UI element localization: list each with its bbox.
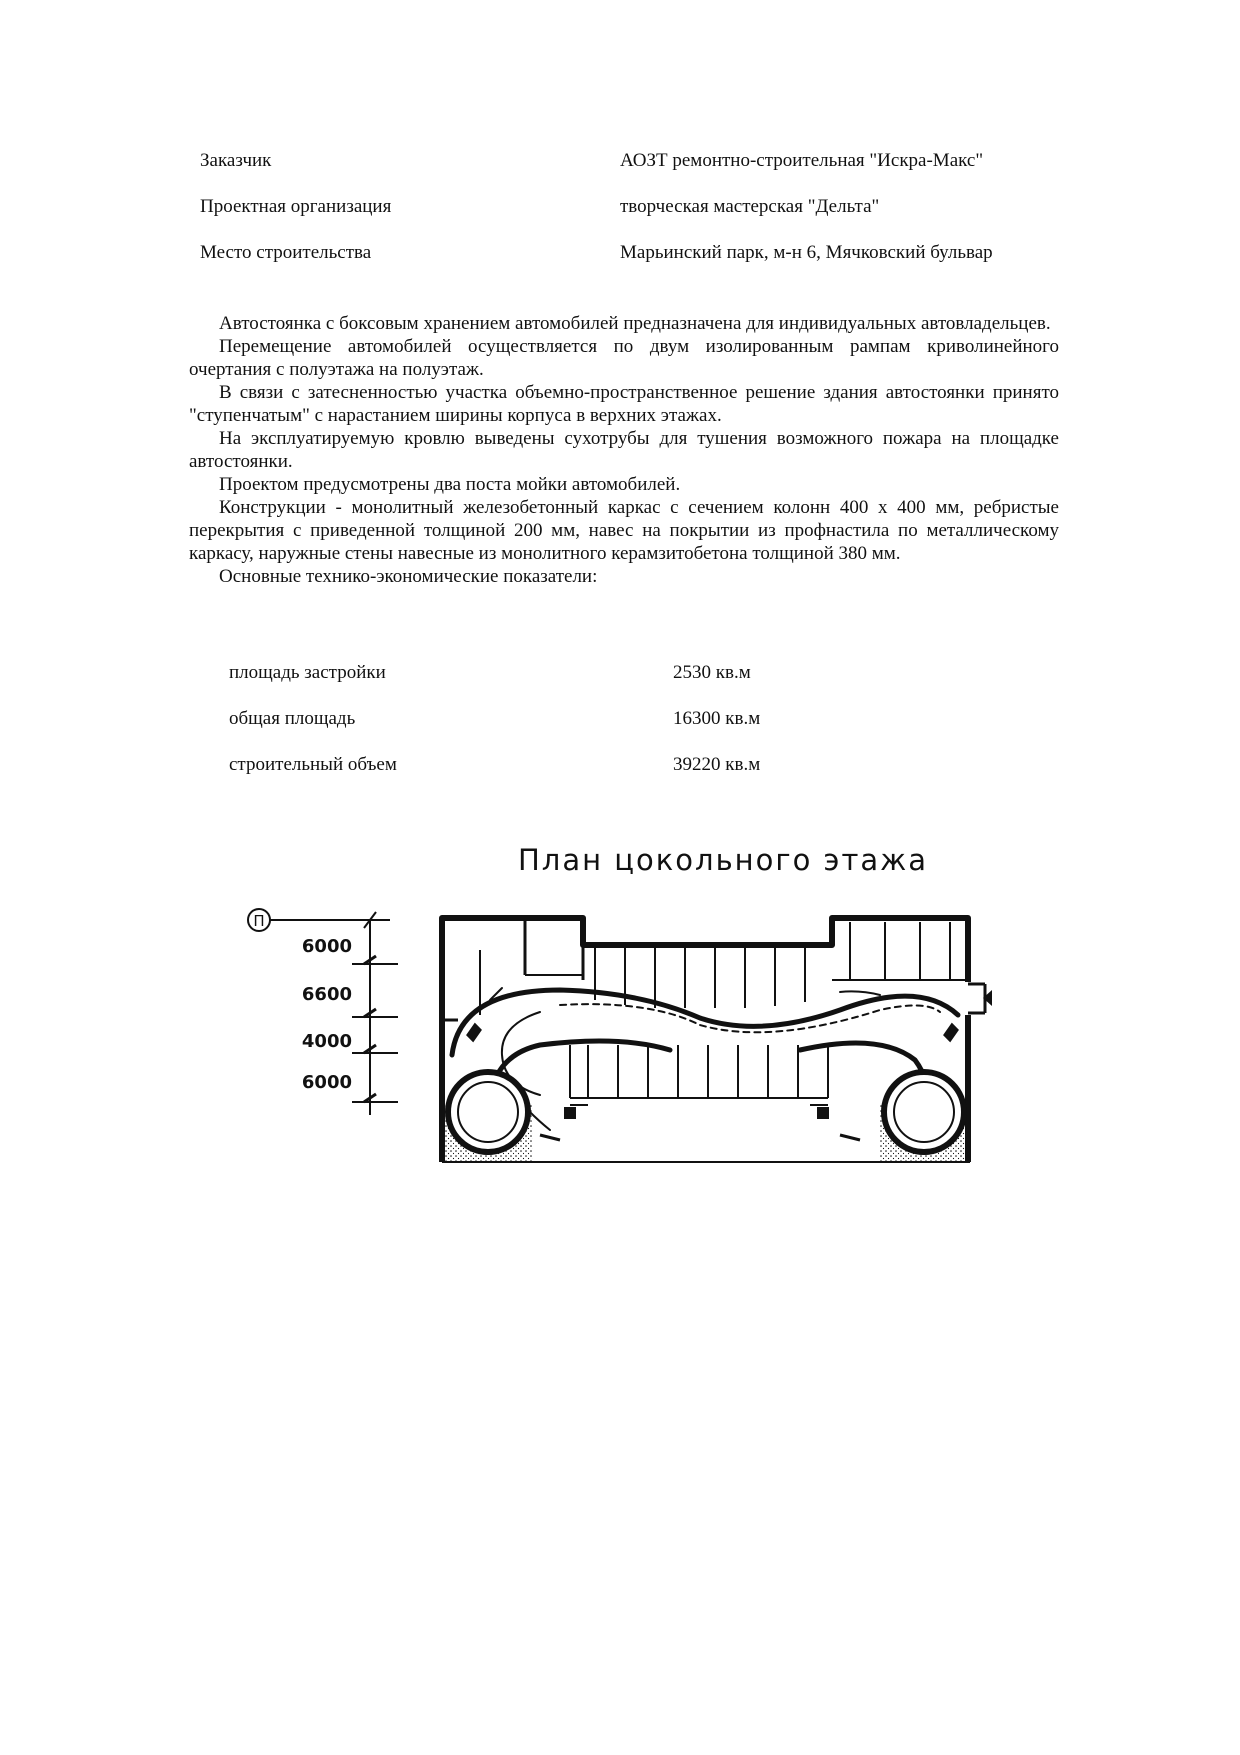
- info-value: Марьинский парк, м-н 6, Мячковский бульвар: [620, 242, 993, 263]
- description: [189, 312, 1059, 588]
- indicator-row: [229, 662, 929, 708]
- indicator-label: строительный объем: [229, 754, 397, 775]
- lower-parking-bays: [565, 1045, 828, 1118]
- indicator-row: [229, 708, 929, 754]
- info-label: Заказчик: [200, 150, 272, 171]
- info-value: АОЗТ ремонтно-строительная "Искра-Макс": [620, 150, 984, 171]
- paragraph: Перемещение автомобилей осуществляется по двум изолированным рампам криволинейного очертания с полуэтажа на полуэтаж.: [189, 336, 1059, 380]
- basement-floor-plan: [240, 840, 1010, 1180]
- info-row-location: [200, 242, 1100, 288]
- paragraph: Проектом предусмотрены два поста мойки автомобилей.: [219, 474, 681, 495]
- paragraph: Основные технико-экономические показатели:: [219, 566, 598, 587]
- indicators-table: [229, 662, 929, 800]
- paragraph: Автостоянка с боксовым хранением автомобилей предназначена для индивидуальных автовладельцев.: [219, 313, 1051, 334]
- paragraph: В связи с затесненностью участка объемно-пространственное решение здания автостоянки принято "ступенчатым" с нарастанием ширины корпуса в верхних этажах.: [189, 382, 1059, 426]
- dimension-label: 6600: [301, 984, 352, 1005]
- info-value: творческая мастерская "Дельта": [620, 196, 880, 217]
- info-row-customer: [200, 150, 1100, 196]
- indicator-label: площадь застройки: [229, 662, 386, 683]
- stair-tower-left: [443, 1072, 533, 1162]
- info-row-designer: [200, 196, 1100, 242]
- stair-tower-right: [880, 1072, 968, 1162]
- indicator-label: общая площадь: [229, 708, 356, 729]
- info-label: Проектная организация: [200, 196, 392, 217]
- paragraph: Конструкции - монолитный железобетонный каркас с сечением колонн 400 x 400 мм, ребристые перекрытия с приведенной толщиной 200 мм, навес на покрытии из профнастила по металлическому каркасу, наружные стены навесные из монолитного керамзитобетона толщиной 380 мм.: [189, 497, 1059, 564]
- indicator-value: 16300 кв.м: [673, 708, 761, 729]
- indicator-row: [229, 754, 929, 800]
- plan-title: План цокольного этажа: [518, 843, 929, 877]
- project-info: [200, 150, 1100, 288]
- dimension-label: 6000: [301, 936, 352, 957]
- paragraph: На эксплуатируемую кровлю выведены сухотрубы для тушения возможного пожара на площадке автостоянки.: [189, 428, 1059, 472]
- dimension-label: 4000: [301, 1031, 352, 1052]
- dimension-label: 6000: [301, 1072, 352, 1093]
- axis-label: П: [253, 912, 265, 930]
- indicator-value: 39220 кв.м: [673, 754, 761, 775]
- indicator-value: 2530 кв.м: [673, 662, 751, 683]
- info-label: Место строительства: [200, 242, 372, 263]
